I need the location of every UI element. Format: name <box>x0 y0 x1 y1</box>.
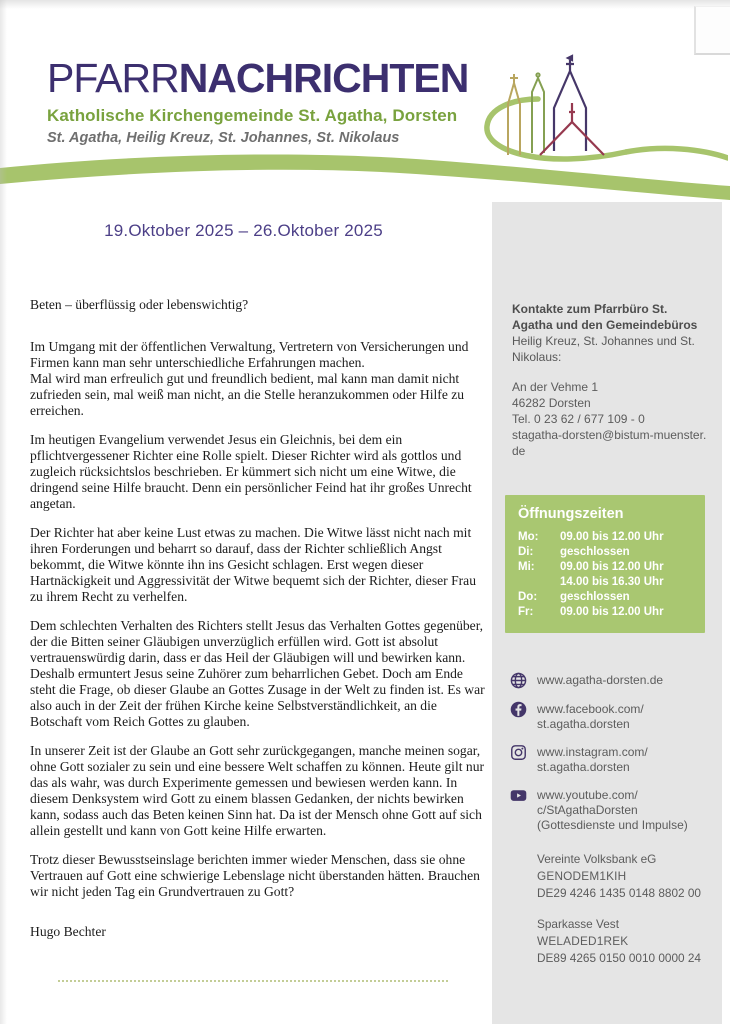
bank-details <box>537 851 712 967</box>
page-title <box>47 55 469 101</box>
parish-subtitle: Katholische Kirchengemeinde St. Agatha, Dorsten <box>47 106 458 125</box>
address-line: 46282 Dorsten <box>512 396 591 410</box>
article-body <box>30 297 487 940</box>
article-paragraph: Im heutigen Evangelium verwendet Jesus ein Gleichnis, bei dem ein pflichtvergessener Richter eine Rolle spielt. Dieser Richter wird als gottlos und zugleich rücksichtslos beschrieben. Er kümmert sich nicht um eine Witwe, die dringend seine Hilfe braucht. Denn ein persönlicher Feind hat ihr großes Unrecht angetan. <box>30 432 472 511</box>
hours-time: 09.00 bis 12.00 Uhr <box>560 561 664 573</box>
globe-icon <box>510 672 527 689</box>
dotted-divider <box>58 980 448 982</box>
bank-entry <box>537 916 712 967</box>
link-line: st.agatha.dorsten <box>537 760 630 774</box>
hours-row <box>518 590 695 605</box>
hours-row <box>518 545 695 560</box>
address-line: An der Vehme 1 <box>512 380 599 394</box>
parish-tagline: St. Agatha, Heilig Kreuz, St. Johannes, St. Nikolaus <box>47 130 400 146</box>
article-paragraph: Dem schlechten Verhalten des Richters stellt Jesus das Verhalten Gottes gegenüber, der die Bitten seiner Gläubigen unverzüglich erfüllen wird. Gott ist absolut vertrauenswürdig darin, dass er das Heil der Gläubigen will und bewirken kann. Deshalb ermuntert Jesus seine Zuhörer zum beharrlichen Gebet. Doch am Ende steht die Frage, ob dieser Glaube an Gottes Zusage in der Welt zu finden ist. Es war also auch in der Zeit der frühen Kirche keine Selbstverständlichkeit, an die Botschaft vom Reich Gottes zu glauben. <box>30 618 485 729</box>
article-paragraph: Der Richter hat aber keine Lust etwas zu machen. Die Witwe lässt nicht nach mit ihren Forderungen und beharrt so darauf, dass der Richter schließlich Angst bekommt, die Witwe könnte ihn ins Gesicht schlagen. Erst wegen dieser Hartnäckigkeit und Aggressivität der Witwe bequemt sich der Richter, dieser Frau zu ihrem Recht zu verhelfen. <box>30 525 476 604</box>
hours-day: Do: <box>518 591 538 603</box>
link-line: c/StAgathaDorsten <box>537 803 638 817</box>
hours-time: geschlossen <box>560 591 630 603</box>
hours-day: Mo: <box>518 531 539 543</box>
bank-name: Vereinte Volksbank eG <box>537 852 657 866</box>
hours-row <box>518 575 695 590</box>
youtube-link[interactable] <box>510 788 712 833</box>
social-links <box>510 673 712 833</box>
contact-block <box>492 202 722 459</box>
bank-entry <box>537 851 712 902</box>
opening-hours-title: Öffnungszeiten <box>518 506 624 522</box>
contact-address <box>512 379 708 459</box>
facebook-icon <box>510 701 527 718</box>
facebook-link[interactable] <box>510 702 712 732</box>
church-green-icon <box>532 73 544 153</box>
hours-day: Di: <box>518 546 534 558</box>
opening-hours-box <box>505 495 705 633</box>
bank-bic: WELADED1REK <box>537 934 629 948</box>
week-date-range: 19.Oktober 2025 – 26.Oktober 2025 <box>104 221 383 240</box>
hours-time: 14.00 bis 16.30 Uhr <box>560 576 664 588</box>
hours-day <box>518 575 560 590</box>
instagram-link[interactable] <box>510 745 712 775</box>
title-light: PFARR <box>47 55 179 101</box>
bank-bic: GENODEM1KIH <box>537 869 627 883</box>
hours-time: 09.00 bis 12.00 Uhr <box>560 531 664 543</box>
link-line: (Gottesdienste und Impulse) <box>537 818 688 832</box>
bank-name: Sparkasse Vest <box>537 917 619 931</box>
email-address[interactable]: stagatha-dorsten@bistum-muenster.de <box>512 428 707 458</box>
youtube-icon <box>510 787 527 804</box>
churches-logo <box>478 52 728 180</box>
church-maroon-icon <box>540 103 604 155</box>
link-line: www.instagram.com/ <box>537 745 648 759</box>
link-line: www.facebook.com/ <box>537 702 644 716</box>
contact-subheading: Heilig Kreuz, St. Johannes und St. Nikolaus: <box>512 334 695 364</box>
page-corner-box <box>694 6 730 55</box>
article-paragraph: Im Umgang mit der öffentlichen Verwaltung, Vertretern von Versicherungen und Firmen kann man sehr unterschiedliche Erfahrungen machen. <box>30 339 469 370</box>
website-link[interactable] <box>510 673 712 689</box>
link-line: st.agatha.dorsten <box>537 717 630 731</box>
hours-time: 09.00 bis 12.00 Uhr <box>560 606 664 618</box>
masthead <box>47 55 469 146</box>
hours-day: Mi: <box>518 561 535 573</box>
hours-row <box>518 530 695 545</box>
article-paragraph: Mal wird man erfreulich gut und freundlich bedient, mal kann man damit nicht zufrieden sein, mal weiß man nicht, an die Stelle heranzukommen oder Hilfe zu erreichen. <box>30 371 465 418</box>
hours-day: Fr: <box>518 606 534 618</box>
link-line: www.youtube.com/ <box>537 788 638 802</box>
logo-swoosh-tail <box>626 148 728 158</box>
article-paragraph: Trotz dieser Bewusstseinslage berichten immer wieder Menschen, dass sie ohne Vertrauen auf Gott eine schwierige Lebenslage nicht überstanden hätten. Brauchen wir nicht jeden Tag ein Grundvertrauen zu Gott? <box>30 852 480 899</box>
article-paragraph: In unserer Zeit ist der Glaube an Gott sehr zurückgegangen, manche meinen sogar, ohne Gott sozialer zu sein und eine bessere Welt schaffen zu können. Heute gilt nur das als wahr, was durch Experimente gemessen und bewiesen werden kann. In diesem Denksystem wird Gott zu einem blassen Gedanken, der nichts bewirken kann, sodass auch das Beten keinen Sinn hat. Da ist der Mensch ohne Gott auf sich allein gestellt und kann von Gott keine Hilfe erwarten. <box>30 743 485 838</box>
church-gold-icon <box>508 74 520 155</box>
link-line: www.agatha-dorsten.de <box>537 673 664 687</box>
bank-iban: DE89 4265 0150 0010 0000 24 <box>537 951 701 965</box>
phone-number: Tel. 0 23 62 / 677 109 - 0 <box>512 412 645 426</box>
author-signature: Hugo Bechter <box>30 924 106 939</box>
instagram-icon <box>510 744 527 761</box>
contact-heading: Kontakte zum Pfarrbüro St. Agatha und den Gemeindebüros <box>512 302 698 332</box>
info-sidebar <box>492 202 722 1024</box>
hours-row <box>518 605 695 620</box>
article-heading: Beten – überflüssig oder lebenswichtig? <box>30 297 249 312</box>
title-bold: NACHRICHTEN <box>178 55 469 101</box>
article-column <box>30 215 487 982</box>
hours-row <box>518 560 695 575</box>
bank-iban: DE29 4246 1435 0148 8802 00 <box>537 886 701 900</box>
hours-time: geschlossen <box>560 546 630 558</box>
